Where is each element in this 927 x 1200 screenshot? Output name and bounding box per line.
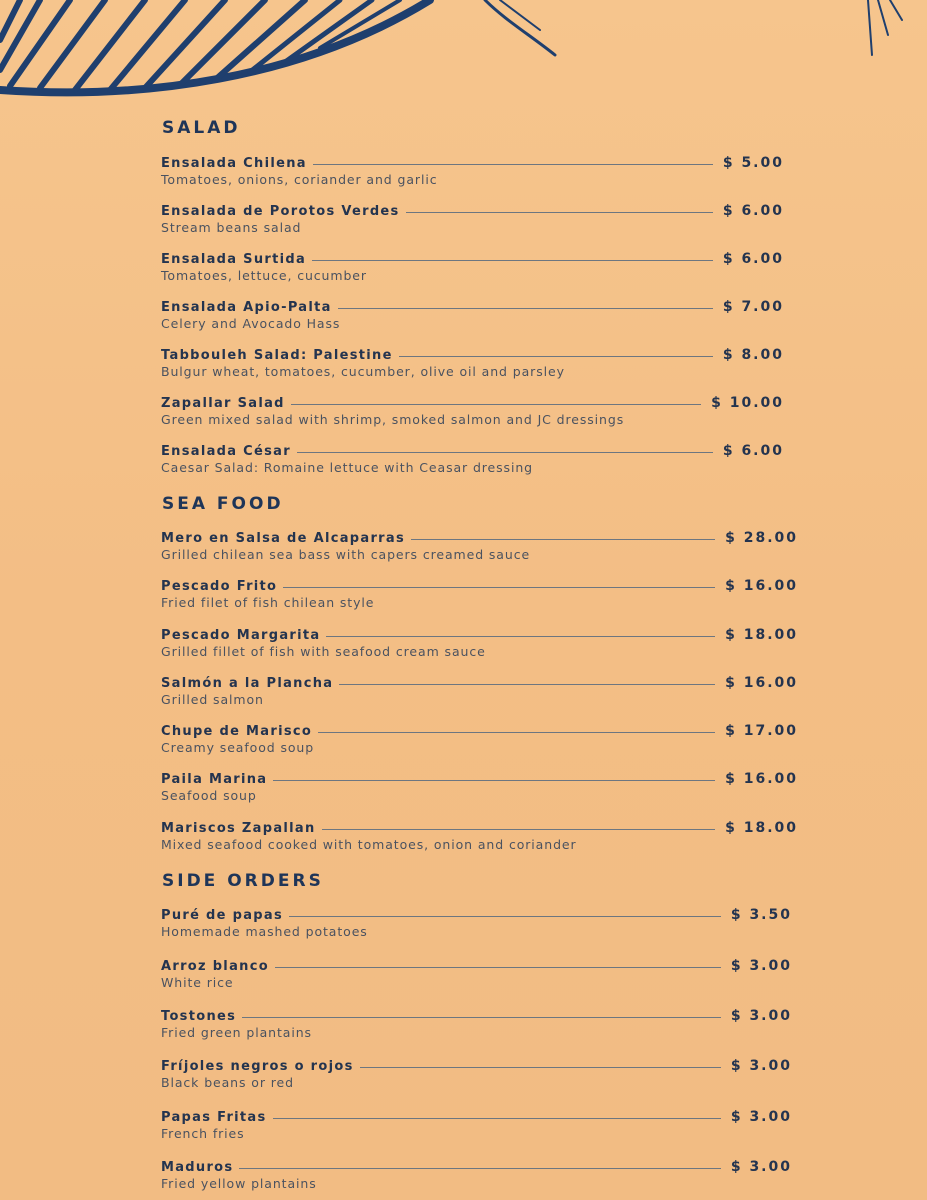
menu-item-row [161, 578, 798, 594]
menu-item-row [161, 1058, 792, 1074]
menu-item-name: Zapallar Salad [161, 395, 285, 411]
menu-item-price: $ 6.00 [722, 203, 784, 219]
dotted-leader-line [242, 1017, 721, 1018]
menu-item-description: Black beans or red [161, 1075, 294, 1090]
palm-leaf-decoration [0, 0, 927, 110]
menu-item-row [161, 1109, 792, 1125]
menu-item [161, 1109, 792, 1143]
menu-item-row [161, 1008, 792, 1024]
menu-item [161, 251, 784, 285]
menu-item-description: Seafood soup [161, 788, 257, 803]
menu-item-description: Grilled fillet of fish with seafood cream sauce [161, 644, 486, 659]
menu-item [161, 1058, 792, 1092]
menu-item-row [161, 203, 784, 219]
menu-item-row [161, 443, 784, 459]
menu-item-row [161, 347, 784, 363]
dotted-leader-line [273, 1118, 721, 1119]
menu-item-price: $ 18.00 [725, 820, 798, 836]
dotted-leader-line [239, 1168, 720, 1169]
menu-item-name: Ensalada César [161, 443, 291, 459]
menu-item [161, 395, 784, 429]
menu-item-name: Fríjoles negros o rojos [161, 1058, 354, 1074]
menu-item-name: Ensalada Chilena [161, 155, 307, 171]
menu-item [161, 771, 798, 805]
menu-item [161, 155, 784, 189]
menu-item-description: French fries [161, 1126, 245, 1141]
menu-item-name: Mero en Salsa de Alcaparras [161, 530, 406, 546]
menu-item [161, 299, 784, 333]
menu-item-row [161, 958, 792, 974]
dotted-leader-line [339, 684, 715, 685]
menu-item [161, 820, 798, 854]
menu-item-price: $ 7.00 [722, 299, 784, 315]
menu-item-description: Fried filet of fish chilean style [161, 595, 375, 610]
dotted-leader-line [322, 829, 716, 830]
menu-item [161, 1159, 792, 1193]
section-title: SIDE ORDERS [162, 871, 324, 891]
dotted-leader-line [289, 916, 721, 917]
menu-item-description: Creamy seafood soup [161, 740, 315, 755]
menu-item-description: Tomatoes, onions, coriander and garlic [161, 172, 438, 187]
dotted-leader-line [275, 967, 721, 968]
menu-item-description: Caesar Salad: Romaine lettuce with Ceasar dressing [161, 460, 534, 475]
menu-item-name: Maduros [161, 1159, 234, 1175]
menu-item-description: White rice [161, 975, 234, 990]
menu-item-row [161, 675, 798, 691]
menu-item-row [161, 299, 784, 315]
menu-item [161, 347, 784, 381]
section-title: SEA FOOD [162, 494, 284, 514]
dotted-leader-line [411, 539, 715, 540]
menu-item-row [161, 723, 798, 739]
menu-item-price: $ 10.00 [711, 395, 784, 411]
menu-item-name: Paila Marina [161, 771, 268, 787]
menu-item-description: Celery and Avocado Hass [161, 316, 341, 331]
dotted-leader-line [312, 260, 713, 261]
menu-item [161, 723, 798, 757]
menu-item-description: Fried yellow plantains [161, 1176, 317, 1191]
menu-item [161, 578, 798, 612]
dotted-leader-line [283, 587, 715, 588]
menu-item-description: Bulgur wheat, tomatoes, cucumber, olive oil and parsley [161, 364, 565, 379]
menu-item-name: Salmón a la Plancha [161, 675, 334, 691]
menu-item-row [161, 627, 798, 643]
menu-item-row [161, 155, 784, 171]
menu-item-name: Ensalada Apio-Palta [161, 299, 332, 315]
menu-item-description: Tomatoes, lettuce, cucumber [161, 268, 367, 283]
menu-item-description: Mixed seafood cooked with tomatoes, onion and coriander [161, 837, 577, 852]
menu-item-price: $ 3.00 [730, 1159, 792, 1175]
menu-item [161, 1008, 792, 1042]
menu-item-price: $ 18.00 [725, 627, 798, 643]
menu-item [161, 627, 798, 661]
menu-item-name: Chupe de Marisco [161, 723, 313, 739]
menu-item-name: Arroz blanco [161, 958, 269, 974]
menu-item-price: $ 16.00 [725, 675, 798, 691]
menu-item [161, 907, 792, 941]
menu-item-row [161, 1159, 792, 1175]
menu-item-price: $ 6.00 [722, 443, 784, 459]
menu-item-description: Grilled chilean sea bass with capers creamed sauce [161, 547, 531, 562]
menu-item-name: Tabbouleh Salad: Palestine [161, 347, 393, 363]
section-title: SALAD [162, 118, 241, 138]
menu-item-price: $ 17.00 [725, 723, 798, 739]
menu-item-row [161, 251, 784, 267]
menu-item-price: $ 8.00 [722, 347, 784, 363]
menu-item-price: $ 16.00 [725, 771, 798, 787]
menu-item-description: Green mixed salad with shrimp, smoked salmon and JC dressings [161, 412, 625, 427]
menu-item-price: $ 3.50 [730, 907, 792, 923]
menu-item [161, 203, 784, 237]
menu-item-price: $ 3.00 [730, 1109, 792, 1125]
dotted-leader-line [326, 636, 715, 637]
dotted-leader-line [360, 1067, 721, 1068]
menu-item-row [161, 771, 798, 787]
menu-item-row [161, 907, 792, 923]
menu-item-name: Mariscos Zapallan [161, 820, 316, 836]
dotted-leader-line [273, 780, 715, 781]
dotted-leader-line [338, 308, 713, 309]
menu-item-price: $ 16.00 [725, 578, 798, 594]
menu-item [161, 530, 798, 564]
menu-item-price: $ 6.00 [722, 251, 784, 267]
menu-item-name: Papas Fritas [161, 1109, 267, 1125]
menu-item-description: Stream beans salad [161, 220, 302, 235]
menu-item [161, 443, 784, 477]
menu-item-price: $ 3.00 [730, 958, 792, 974]
menu-item-row [161, 530, 798, 546]
dotted-leader-line [297, 452, 713, 453]
menu-item-name: Puré de papas [161, 907, 283, 923]
menu-item-name: Pescado Frito [161, 578, 278, 594]
menu-item-price: $ 28.00 [725, 530, 798, 546]
menu-item [161, 958, 792, 992]
menu-item-description: Grilled salmon [161, 692, 264, 707]
dotted-leader-line [313, 164, 713, 165]
menu-item-row [161, 395, 784, 411]
menu-item-name: Ensalada de Porotos Verdes [161, 203, 400, 219]
menu-item-row [161, 820, 798, 836]
menu-item-price: $ 3.00 [730, 1058, 792, 1074]
menu-item-price: $ 5.00 [722, 155, 784, 171]
menu-item [161, 675, 798, 709]
dotted-leader-line [318, 732, 715, 733]
menu-item-description: Fried green plantains [161, 1025, 312, 1040]
menu-item-description: Homemade mashed potatoes [161, 924, 368, 939]
dotted-leader-line [291, 404, 701, 405]
menu-item-name: Tostones [161, 1008, 237, 1024]
dotted-leader-line [406, 212, 713, 213]
menu-item-name: Ensalada Surtida [161, 251, 307, 267]
menu-item-price: $ 3.00 [730, 1008, 792, 1024]
menu-item-name: Pescado Margarita [161, 627, 321, 643]
dotted-leader-line [399, 356, 713, 357]
